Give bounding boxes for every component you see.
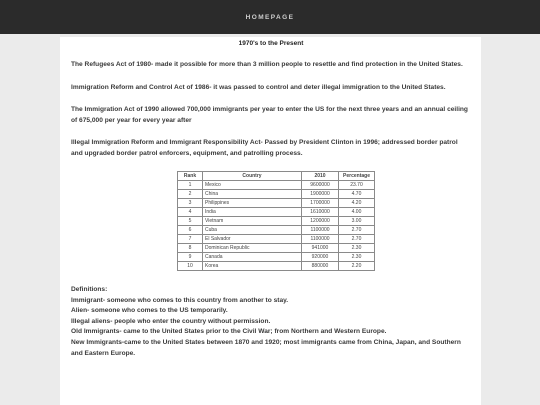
table-cell-rank: 7 [178, 235, 203, 244]
table-cell-percentage: 4.00 [339, 208, 375, 217]
table-cell-country: Mexico [203, 181, 302, 190]
header-rank: Rank [178, 172, 203, 181]
paragraph-iirira-1996: Illegal Immigration Reform and Immigrant Responsibility Act- Passed by President Clinton in 1996; addressed border patrol and upgraded border patrol enforcers, equipment, and patrolling process. [71, 139, 458, 157]
table-cell-2010: 1200000 [302, 217, 339, 226]
table-cell-2010: 1100000 [302, 235, 339, 244]
table-cell-country: Canada [203, 253, 302, 262]
table-cell-percentage: 2.70 [339, 235, 375, 244]
table-cell-country: Philippines [203, 199, 302, 208]
table-cell-percentage: 2.70 [339, 226, 375, 235]
paragraph-immigration-act-1990: The Immigration Act of 1990 allowed 700,000 immigrants per year to enter the US for the next three years and an annual ceiling of 675,000 per year for every year after [71, 106, 468, 124]
table-cell-country: Vietnam [203, 217, 302, 226]
table-row [178, 253, 375, 262]
paragraph-irca-1986: Immigration Reform and Control Act of 1986- it was passed to control and deter illegal immigration to the United States. [71, 83, 446, 91]
table-cell-rank: 6 [178, 226, 203, 235]
table-cell-rank: 4 [178, 208, 203, 217]
definitions-section [71, 285, 471, 359]
page-title: 1970's to the Present [238, 40, 304, 47]
definition-alien: Alien- someone who comes to the US temporarily. [71, 307, 228, 315]
table-row [178, 244, 375, 253]
table-row [178, 226, 375, 235]
header-percentage: Percentage [339, 172, 375, 181]
table-cell-country: China [203, 190, 302, 199]
table-cell-rank: 9 [178, 253, 203, 262]
table-cell-2010: 880000 [302, 262, 339, 271]
table-cell-country: El Salvador [203, 235, 302, 244]
table-cell-rank: 5 [178, 217, 203, 226]
immigrant-country-table [177, 171, 375, 271]
paragraph-refugees-act: The Refugees Act of 1980- made it possible for more than 3 million people to resettle and find protection in the United States. [71, 61, 463, 68]
table-body [178, 181, 375, 271]
table-cell-percentage: 2.20 [339, 262, 375, 271]
table-cell-percentage: 4.70 [339, 190, 375, 199]
top-nav-bar [0, 0, 540, 34]
definition-new-immigrants: New Immigrants-came to the United States between 1870 and 1920; most immigrants came from China, Japan, and Southern and Eastern Europe. [71, 338, 461, 357]
definition-immigrant: Immigrant- someone who comes to this country from another to stay. [71, 296, 289, 304]
definition-illegal-aliens: Illegal aliens- people who enter the country without permission. [71, 317, 271, 325]
table-cell-2010: 941000 [302, 244, 339, 253]
table-row [178, 235, 375, 244]
definitions-heading: Definitions: [71, 286, 108, 293]
table-cell-2010: 1900000 [302, 190, 339, 199]
table-row [178, 208, 375, 217]
table-cell-rank: 10 [178, 262, 203, 271]
table-row [178, 262, 375, 271]
table-cell-country: Korea [203, 262, 302, 271]
table-cell-rank: 2 [178, 190, 203, 199]
table-cell-country: India [203, 208, 302, 217]
table-cell-2010: 9600000 [302, 181, 339, 190]
table-row [178, 199, 375, 208]
table-cell-rank: 8 [178, 244, 203, 253]
table-cell-percentage: 4.20 [339, 199, 375, 208]
homepage-link[interactable]: HOMEPAGE [245, 13, 295, 21]
main-content [60, 37, 481, 405]
header-country: Country [203, 172, 302, 181]
table-cell-percentage: 2.30 [339, 253, 375, 262]
table-row [178, 190, 375, 199]
table-row [178, 181, 375, 190]
table-cell-country: Dominican Republic [203, 244, 302, 253]
table-cell-percentage: 23.70 [339, 181, 375, 190]
table-cell-2010: 920000 [302, 253, 339, 262]
table-cell-rank: 3 [178, 199, 203, 208]
table-cell-percentage: 3.00 [339, 217, 375, 226]
table-header-row [178, 172, 375, 181]
table-cell-percentage: 2.30 [339, 244, 375, 253]
definition-old-immigrants: Old Immigrants- came to the United States prior to the Civil War; from Northern and Western Europe. [71, 328, 387, 336]
table-cell-country: Cuba [203, 226, 302, 235]
table-cell-rank: 1 [178, 181, 203, 190]
table-cell-2010: 1610000 [302, 208, 339, 217]
table-cell-2010: 1100000 [302, 226, 339, 235]
table-row [178, 217, 375, 226]
table-cell-2010: 1700000 [302, 199, 339, 208]
header-2010: 2010 [302, 172, 339, 181]
